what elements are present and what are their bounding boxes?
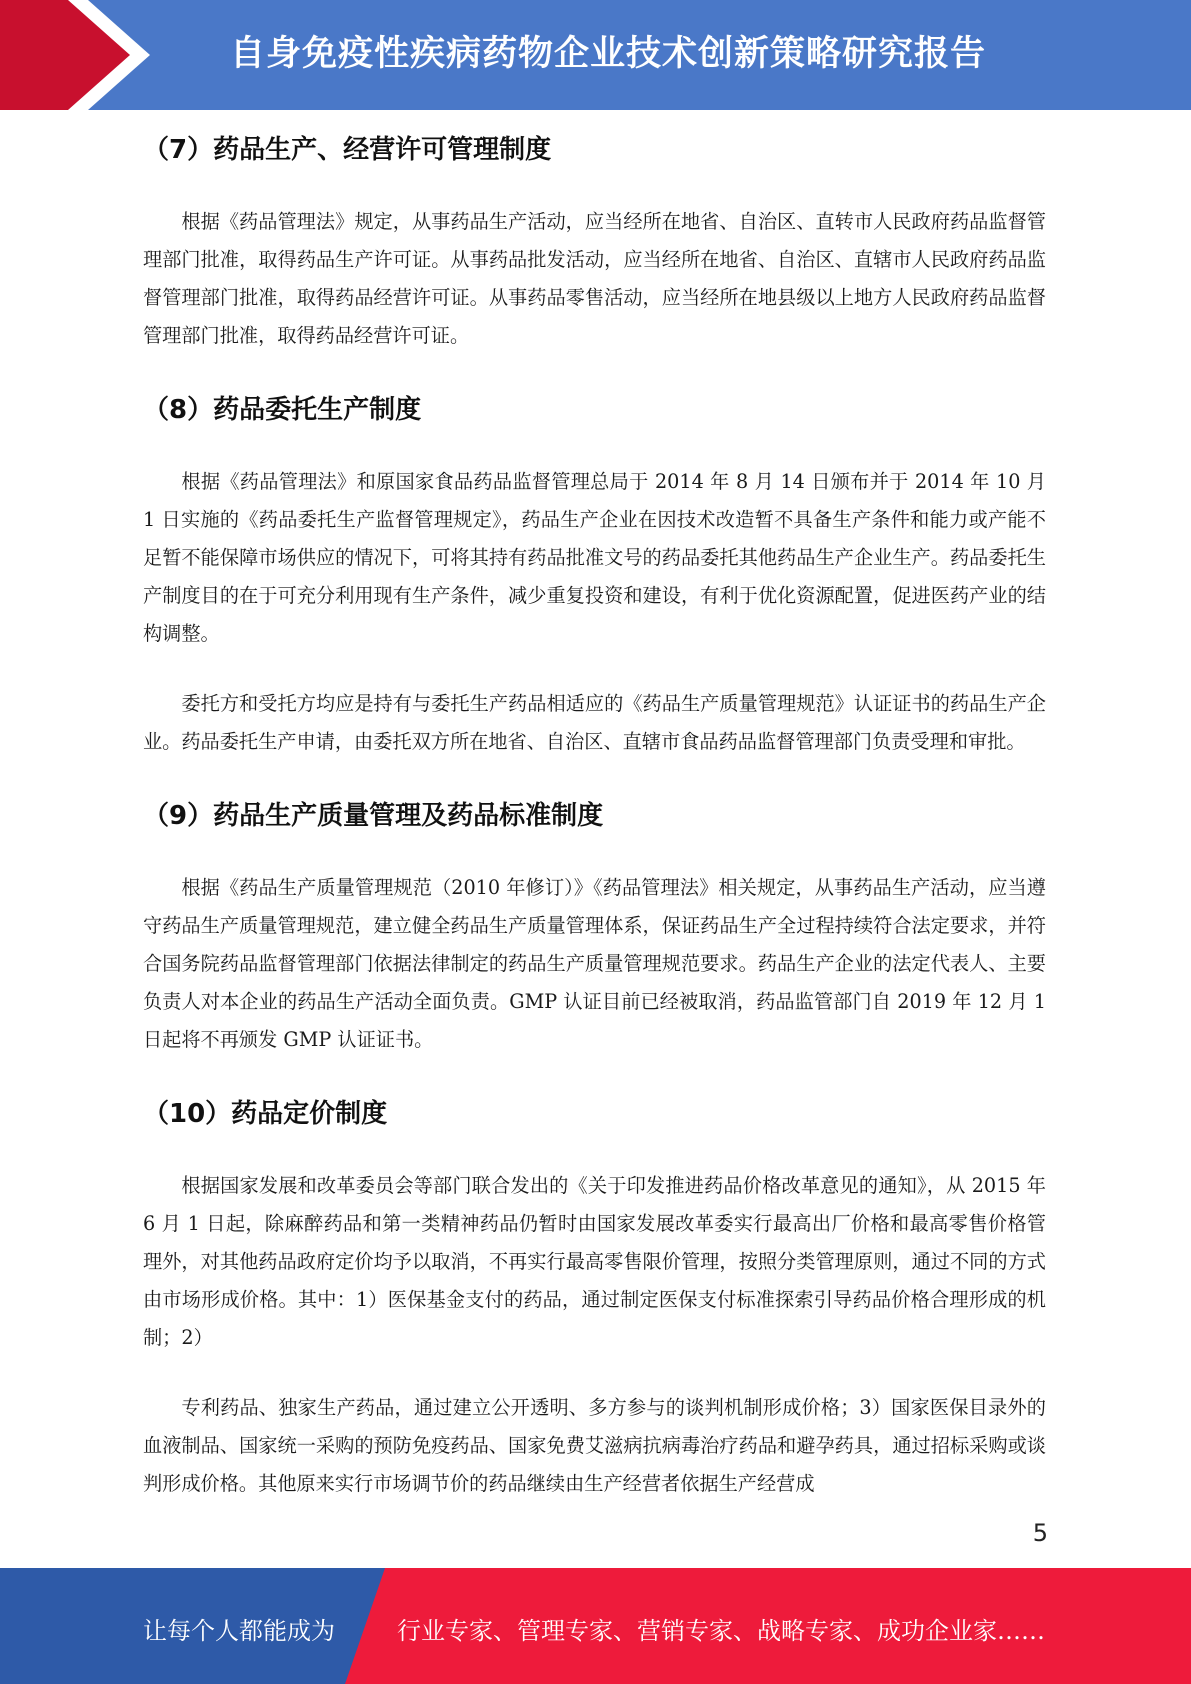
page-content: [143, 127, 1046, 1535]
paragraph: 专利药品、独家生产药品，通过建立公开透明、多方参与的谈判机制形成价格；3）国家医保目录外的血液制品、国家统一采购的预防免疫药品、国家免费艾滋病抗病毒治疗药品和避孕药具，通过招标采购或谈判形成价格。其他原来实行市场调节价的药品继续由生产经营者依据生产经营成: [143, 1396, 1046, 1495]
page-number: 5: [1032, 1519, 1048, 1547]
header-red-arrow: [0, 0, 150, 110]
paragraph: 委托方和受托方均应是持有与委托生产药品相适应的《药品生产质量管理规范》认证证书的药品生产企业。药品委托生产申请，由委托双方所在地省、自治区、直辖市食品药品监督管理部门负责受理和审批。: [143, 692, 1046, 753]
section-8: [143, 387, 1046, 761]
paragraph: 根据《药品生产质量管理规范（2010 年修订）》《药品管理法》相关规定，从事药品生产活动，应当遵守药品生产质量管理规范，建立健全药品生产质量管理体系，保证药品生产全过程持续符合法定要求，并符合国务院药品监督管理部门依据法律制定的药品生产质量管理规范要求。药品生产企业的法定代表人、主要负责人对本企业的药品生产活动全面负责。GMP 认证目前已经被取消，药品监管部门自 2019 年 12 月 1 日起将不再颁发 GMP 认证证书。: [143, 876, 1046, 1051]
page-footer: [0, 1568, 1191, 1684]
footer-slogan-left: 让每个人都能成为: [143, 1617, 335, 1645]
section-heading: （10）药品定价制度: [143, 1099, 388, 1129]
paragraph: 根据国家发展和改革委员会等部门联合发出的《关于印发推进药品价格改革意见的通知》，从 2015 年 6 月 1 日起，除麻醉药品和第一类精神药品仍暂时由国家发展改革委实行最高出厂价格和最高零售价格管理外，对其他药品政府定价均予以取消，不再实行最高零售限价管理，按照分类管理原则，通过不同的方式由市场形成价格。其中：1）医保基金支付的药品，通过制定医保支付标准探索引导药品价格合理形成的机制；2）: [143, 1174, 1046, 1349]
section-heading: （7）药品生产、经营许可管理制度: [143, 135, 552, 165]
paragraph: 根据《药品管理法》和原国家食品药品监督管理总局于 2014 年 8 月 14 日颁布并于 2014 年 10 月 1 日实施的《药品委托生产监督管理规定》，药品生产企业在因技术改造暂不具备生产条件和能力或产能不足暂不能保障市场供应的情况下，可将其持有药品批准文号的药品委托其他药品生产企业生产。药品委托生产制度目的在于可充分利用现有生产条件，减少重复投资和建设，有利于优化资源配置，促进医药产业的结构调整。: [143, 470, 1046, 645]
section-10: [143, 1091, 1046, 1503]
report-title: 自身免疫性疾病药物企业技术创新策略研究报告: [230, 34, 987, 74]
section-9: [143, 793, 1046, 1059]
section-heading: （9）药品生产质量管理及药品标准制度: [143, 801, 604, 831]
page-header: [0, 0, 1191, 110]
paragraph: 根据《药品管理法》规定，从事药品生产活动，应当经所在地省、自治区、直转市人民政府药品监督管理部门批准，取得药品生产许可证。从事药品批发活动，应当经所在地省、自治区、直辖市人民政府药品监督管理部门批准，取得药品经营许可证。从事药品零售活动，应当经所在地县级以上地方人民政府药品监督管理部门批准，取得药品经营许可证。: [143, 210, 1046, 347]
section-heading: （8）药品委托生产制度: [143, 395, 422, 425]
section-7: [143, 127, 1046, 355]
footer-slogan-right: 行业专家、管理专家、营销专家、战略专家、成功企业家……: [397, 1617, 1045, 1645]
